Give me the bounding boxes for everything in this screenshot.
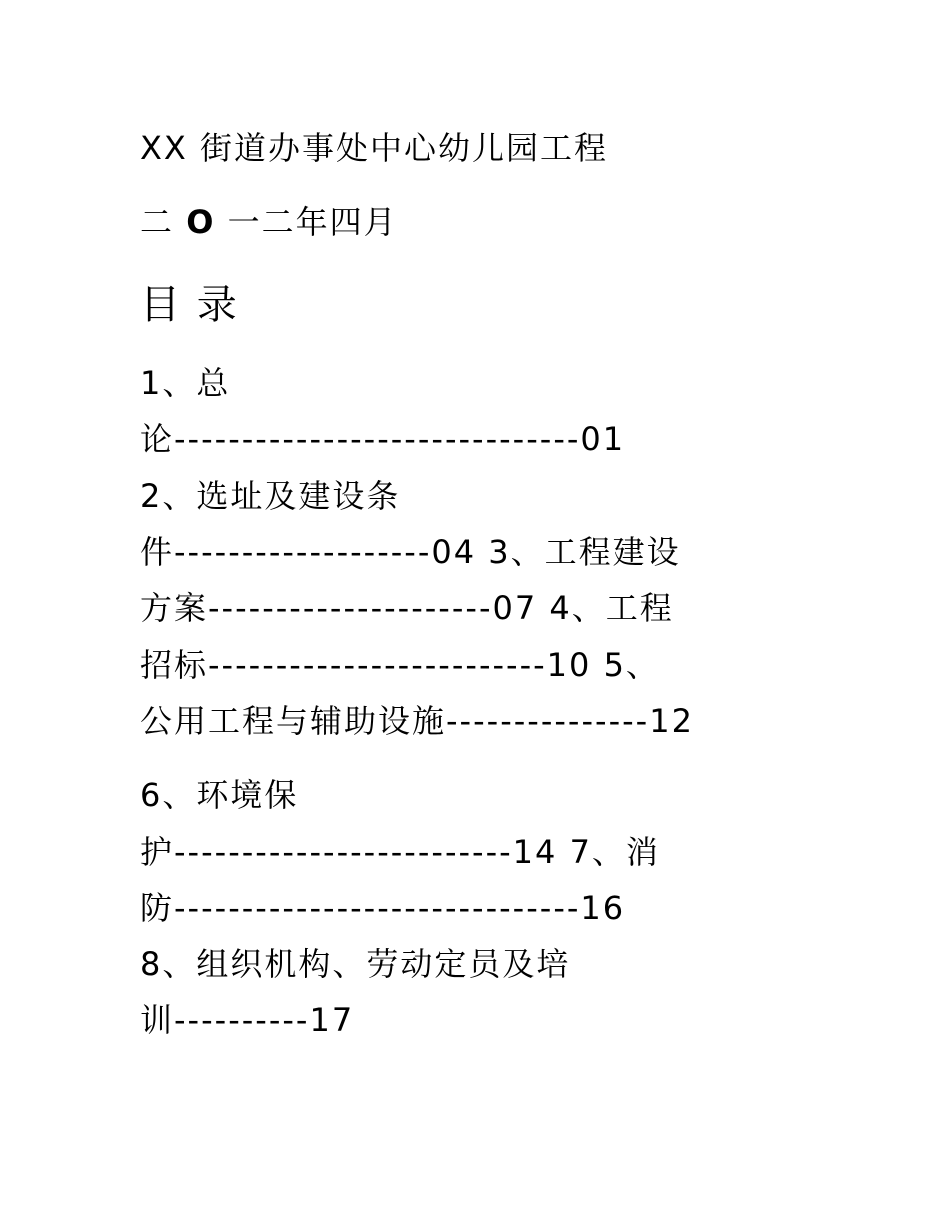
toc-line: 6、环境保 xyxy=(140,776,299,814)
document-date xyxy=(140,202,398,242)
toc-line: 2、选址及建设条 xyxy=(140,477,401,515)
toc-line: 训----------17 xyxy=(140,1001,355,1039)
toc-line: 8、组织机构、劳动定员及培 xyxy=(140,945,571,983)
toc-line: 论------------------------------01 xyxy=(140,420,626,458)
toc-heading: 目 录 xyxy=(140,282,239,328)
document-title: XX 街道办事处中心幼儿园工程 xyxy=(140,129,609,167)
toc-line: 公用工程与辅助设施---------------12 xyxy=(140,702,694,740)
toc-line: 1、总 xyxy=(140,364,231,402)
toc-line: 防------------------------------16 xyxy=(140,889,626,927)
date-zero-glyph: O xyxy=(186,203,216,241)
toc-line: 件-------------------04 3、工程建设 xyxy=(140,533,681,571)
toc-line: 招标-------------------------10 5、 xyxy=(140,646,660,684)
date-part-2: 一二年四月 xyxy=(215,203,398,241)
toc-line: 方案---------------------07 4、工程 xyxy=(140,589,674,627)
date-part-1: 二 xyxy=(140,203,187,241)
toc-line: 护-------------------------14 7、消 xyxy=(140,833,660,871)
